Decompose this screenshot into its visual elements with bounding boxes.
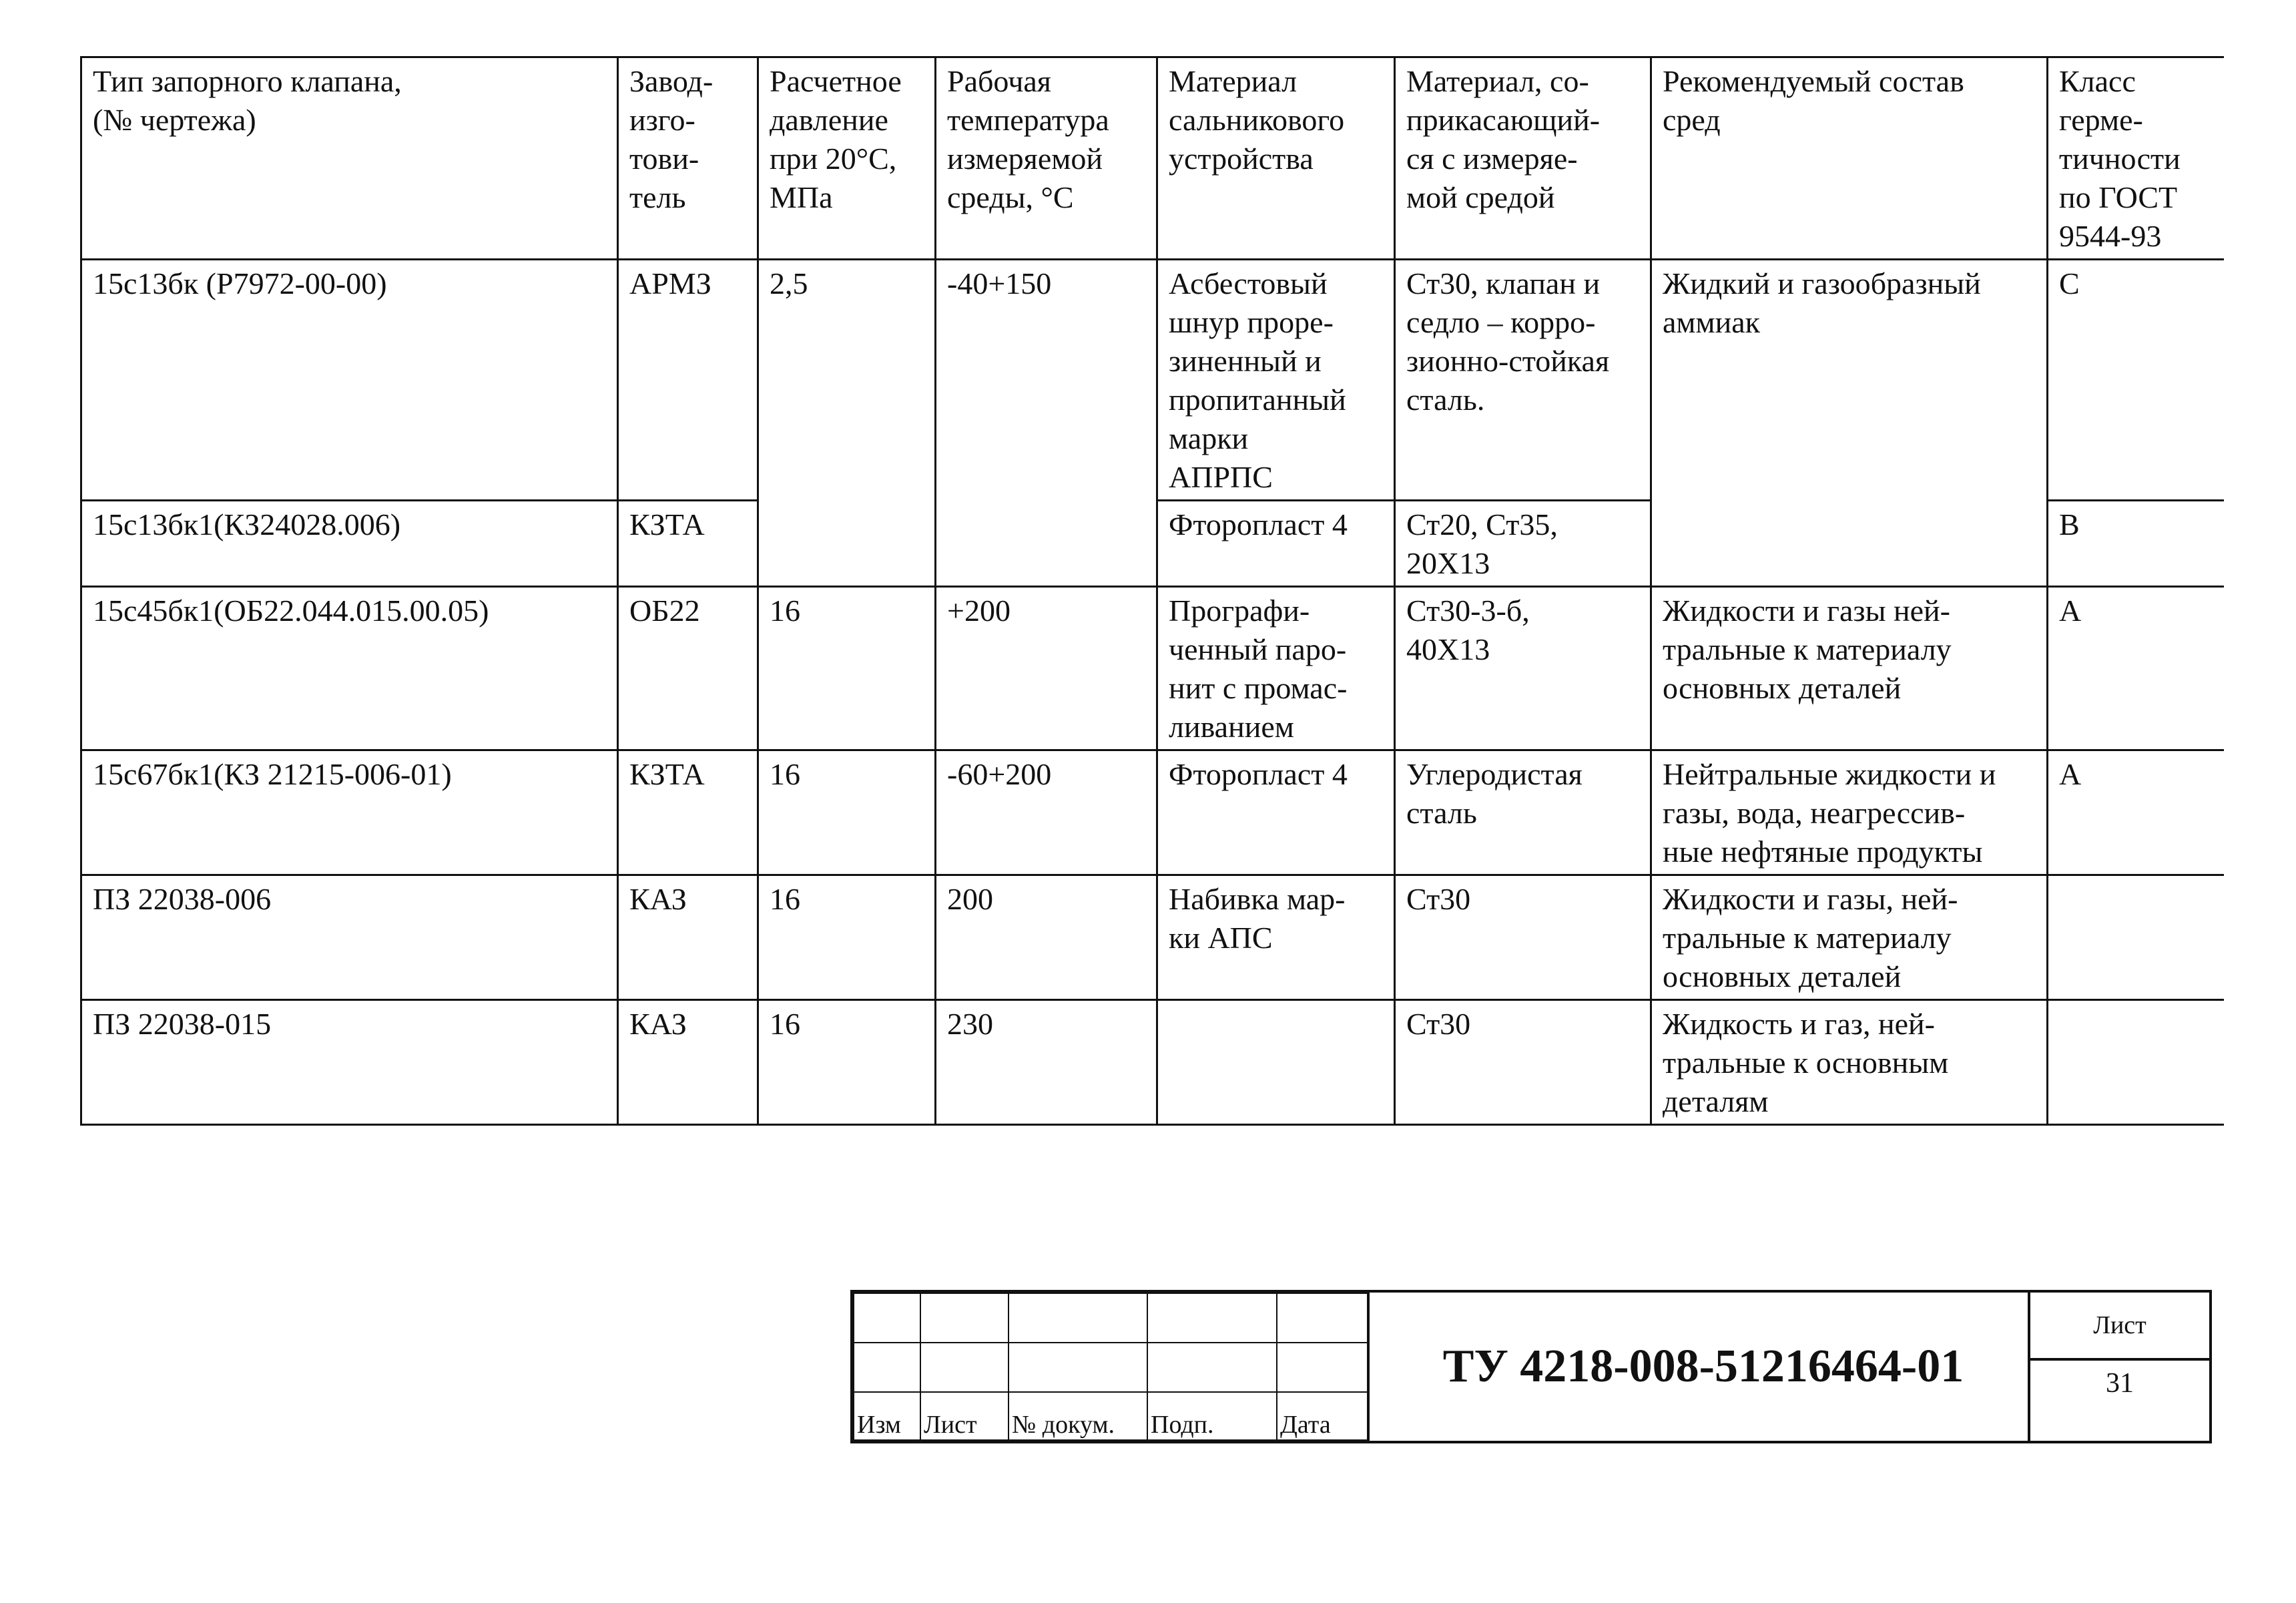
revision-cell bbox=[920, 1293, 1009, 1343]
cell-gland-material: Фторопласт 4 bbox=[1157, 750, 1395, 875]
revision-cell bbox=[1277, 1343, 1368, 1392]
cell-design-pressure: 2,5 bbox=[758, 260, 936, 587]
cell-gland-material: Набивка мар- ки АПС bbox=[1157, 875, 1395, 1000]
cell-design-pressure: 16 bbox=[758, 875, 936, 1000]
cell-valve-type: ПЗ 22038-006 bbox=[81, 875, 618, 1000]
header-row bbox=[81, 57, 2224, 260]
revision-cell bbox=[854, 1293, 920, 1343]
cell-working-temperature: 200 bbox=[936, 875, 1157, 1000]
sheet-box bbox=[2028, 1293, 2209, 1441]
revision-cell bbox=[1277, 1293, 1368, 1343]
table-row bbox=[81, 587, 2224, 750]
cell-contact-material: Ст20, Ст35, 20Х13 bbox=[1395, 501, 1651, 587]
cell-gland-material bbox=[1157, 1000, 1395, 1125]
revision-cell bbox=[1009, 1293, 1147, 1343]
sheet-number: 31 bbox=[2106, 1368, 2134, 1399]
cell-tightness-class: А bbox=[2048, 587, 2224, 750]
cell-design-pressure: 16 bbox=[758, 750, 936, 875]
cell-recommended-media: Жидкость и газ, ней- тральные к основным деталям bbox=[1651, 1000, 2048, 1125]
header-gland-material: Материал сальникового устройства bbox=[1157, 57, 1395, 260]
cell-valve-type: ПЗ 22038-015 bbox=[81, 1000, 618, 1125]
label-sheet: Лист bbox=[920, 1392, 1009, 1440]
label-doc-number: № докум. bbox=[1009, 1392, 1147, 1440]
cell-recommended-media: Жидкости и газы, ней- тральные к материалу основных деталей bbox=[1651, 875, 2048, 1000]
cell-tightness-class: А bbox=[2048, 750, 2224, 875]
label-change: Изм bbox=[854, 1392, 920, 1440]
revision-grid bbox=[853, 1293, 1368, 1441]
header-design-pressure: Расчетное давление при 20°С, МПа bbox=[758, 57, 936, 260]
cell-tightness-class: С bbox=[2048, 260, 2224, 501]
revision-row bbox=[854, 1343, 1368, 1392]
cell-gland-material: Фторопласт 4 bbox=[1157, 501, 1395, 587]
cell-valve-type: 15с13бк1(КЗ24028.006) bbox=[81, 501, 618, 587]
revision-label-row bbox=[854, 1392, 1368, 1440]
cell-tightness-class bbox=[2048, 1000, 2224, 1125]
table-row bbox=[81, 260, 2224, 501]
sheet-label: Лист bbox=[2030, 1293, 2209, 1361]
revision-cell bbox=[1147, 1293, 1277, 1343]
cell-recommended-media: Жидкий и газообразный аммиак bbox=[1651, 260, 2048, 587]
revision-row bbox=[854, 1293, 1368, 1343]
title-block bbox=[850, 1290, 2212, 1443]
cell-manufacturer: КАЗ bbox=[618, 875, 758, 1000]
cell-contact-material: Ст30, клапан и седло – корро- зионно-стойкая сталь. bbox=[1395, 260, 1651, 501]
cell-working-temperature: 230 bbox=[936, 1000, 1157, 1125]
cell-recommended-media: Жидкости и газы ней- тральные к материалу основных деталей bbox=[1651, 587, 2048, 750]
label-signature: Подп. bbox=[1147, 1392, 1277, 1440]
revision-cell bbox=[1147, 1343, 1277, 1392]
cell-manufacturer: КАЗ bbox=[618, 1000, 758, 1125]
table-row bbox=[81, 750, 2224, 875]
cell-contact-material: Ст30 bbox=[1395, 875, 1651, 1000]
cell-contact-material: Углеродистая сталь bbox=[1395, 750, 1651, 875]
cell-gland-material: Асбестовый шнур проре- зиненный и пропитанный марки АПРПС bbox=[1157, 260, 1395, 501]
cell-manufacturer: КЗТА bbox=[618, 750, 758, 875]
header-valve-type: Тип запорного клапана, (№ чертежа) bbox=[81, 57, 618, 260]
cell-recommended-media: Нейтральные жидкости и газы, вода, неагрессив- ные нефтяные продукты bbox=[1651, 750, 2048, 875]
cell-valve-type: 15с67бк1(КЗ 21215-006-01) bbox=[81, 750, 618, 875]
cell-tightness-class bbox=[2048, 875, 2224, 1000]
cell-working-temperature: -60+200 bbox=[936, 750, 1157, 875]
header-manufacturer: Завод- изго- тови- тель bbox=[618, 57, 758, 260]
cell-working-temperature: +200 bbox=[936, 587, 1157, 750]
header-recommended-media: Рекомендуемый состав сред bbox=[1651, 57, 2048, 260]
header-working-temperature: Рабочая температура измеряемой среды, °С bbox=[936, 57, 1157, 260]
cell-manufacturer: КЗТА bbox=[618, 501, 758, 587]
cell-manufacturer: ОБ22 bbox=[618, 587, 758, 750]
cell-design-pressure: 16 bbox=[758, 1000, 936, 1125]
revision-cell bbox=[920, 1343, 1009, 1392]
cell-contact-material: Ст30-3-б, 40Х13 bbox=[1395, 587, 1651, 750]
cell-gland-material: Прографи- ченный паро- нит с промас- ливанием bbox=[1157, 587, 1395, 750]
header-contact-material: Материал, со- прикасающий- ся с измеряе- мой средой bbox=[1395, 57, 1651, 260]
cell-contact-material: Ст30 bbox=[1395, 1000, 1651, 1125]
cell-manufacturer: АРМЗ bbox=[618, 260, 758, 501]
table-row bbox=[81, 1000, 2224, 1125]
header-tightness-class: Класс герме- тичности по ГОСТ 9544-93 bbox=[2048, 57, 2224, 260]
cell-design-pressure: 16 bbox=[758, 587, 936, 750]
cell-working-temperature: -40+150 bbox=[936, 260, 1157, 587]
label-date: Дата bbox=[1277, 1392, 1368, 1440]
document-code: ТУ 4218-008-51216464-01 bbox=[1367, 1293, 2037, 1441]
cell-valve-type: 15с45бк1(ОБ22.044.015.00.05) bbox=[81, 587, 618, 750]
valve-spec-table bbox=[80, 56, 2224, 1126]
cell-valve-type: 15с13бк (Р7972-00-00) bbox=[81, 260, 618, 501]
table-row bbox=[81, 875, 2224, 1000]
cell-tightness-class: В bbox=[2048, 501, 2224, 587]
revision-cell bbox=[854, 1343, 920, 1392]
revision-cell bbox=[1009, 1343, 1147, 1392]
